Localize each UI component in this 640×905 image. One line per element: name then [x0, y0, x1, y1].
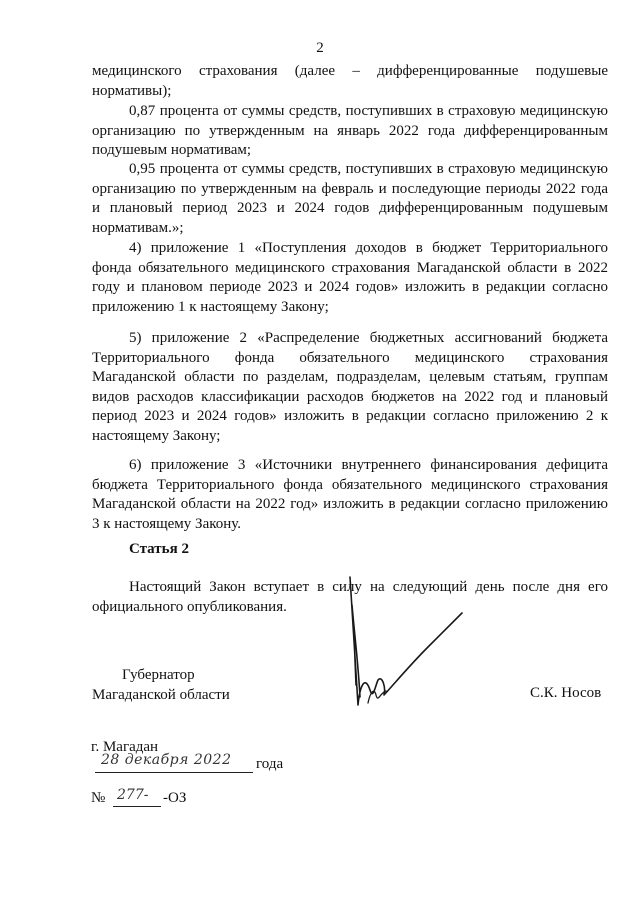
- paragraph-text: медицинского страхования (далее – дифференцированные подушевые нормативы);: [92, 63, 608, 99]
- city-label: г. Магадан: [91, 739, 159, 755]
- number-sign: №: [91, 790, 106, 806]
- governor-line-2: Магаданской области: [92, 686, 230, 703]
- paragraph-087: [92, 102, 608, 161]
- paragraph-095: [92, 160, 608, 238]
- page-number: 2: [316, 40, 324, 56]
- paragraph-text: 4) приложение 1 «Поступления доходов в бюджет Территориального фонда обязательного медицинского страхования Магаданской области в 2022 году и плановом периоде 2023 и 2024 годов» изложить в редакции согласно приложению 1 к настоящему Закону;: [92, 240, 608, 315]
- paragraph-text: 0,95 процента от суммы средств, поступивших в страховую медицинскую организацию по утвержденным на февраль и последующие периоды 2022 года и плановый период 2023 и 2024 годов дифференцированным подушевым нормативам.»;: [92, 161, 608, 236]
- governor-title: [92, 666, 230, 705]
- date-suffix: года: [256, 756, 284, 772]
- law-number-line: [91, 787, 211, 809]
- paragraph-item-4: [92, 239, 608, 317]
- handwritten-number: 277-: [117, 787, 149, 803]
- paragraph-item-5: [92, 329, 608, 446]
- paragraph-text: Настоящий Закон вступает в силу на следующий день после дня его официального опубликования.: [92, 579, 608, 615]
- handwritten-date: 28 декабря 2022: [101, 752, 232, 768]
- number-underline: [113, 806, 161, 807]
- handwritten-signature: [340, 575, 480, 725]
- paragraph-text: 5) приложение 2 «Распределение бюджетных ассигнований бюджета Территориального фонда обязательного медицинского страхования Магаданской области по разделам, подразделам, целевым статьям, группам видов расходов классификации расходов бюджетов на 2022 год и плановый период 2023 и 2024 годов» изложить в редакции согласно приложению 2 к настоящему Закону;: [92, 330, 608, 444]
- paragraph-item-6: [92, 456, 608, 534]
- governor-line-1: Губернатор: [122, 667, 195, 683]
- date-line: [91, 754, 321, 776]
- paragraph-text: 6) приложение 3 «Источники внутреннего финансирования дефицита бюджета Территориального фонда обязательного медицинского страхования Магаданской области на 2022 год» изложить в редакции согласно приложению 3 к настоящему Закону.: [92, 457, 608, 532]
- signer-name: С.К. Носов: [530, 685, 602, 701]
- date-underline: [95, 772, 253, 773]
- article-heading: Статья 2: [129, 541, 189, 557]
- paragraph-text: 0,87 процента от суммы средств, поступивших в страховую медицинскую организацию по утвержденным на январь 2022 года дифференцированным подушевым нормативам;: [92, 103, 608, 158]
- paragraph-continuation: [92, 62, 608, 101]
- number-suffix: -ОЗ: [163, 790, 187, 806]
